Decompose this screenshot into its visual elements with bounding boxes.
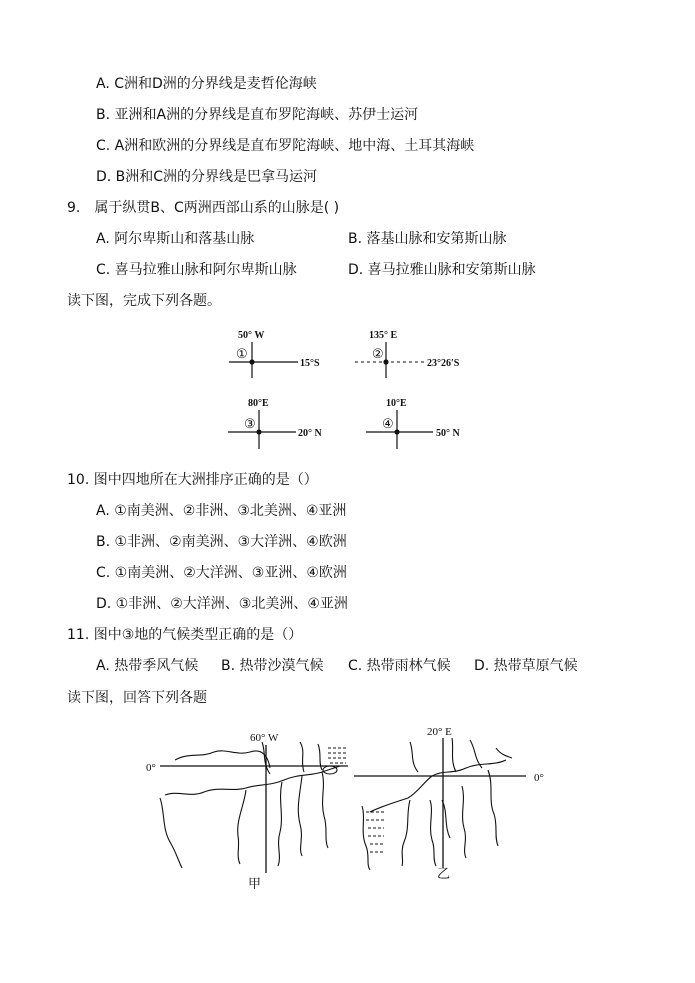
point-1-longitude: 50° W — [238, 330, 265, 341]
q10-stem: 10. 图中四地所在大洲排序正确的是（） — [67, 472, 318, 488]
q9-stem: 9. 属于纵贯B、C两洲西部山系的山脉是( ) — [67, 200, 340, 216]
map-yi — [354, 738, 526, 870]
q11-option-d: D. 热带草原气候 — [474, 658, 578, 674]
point-3-number: ③ — [244, 416, 256, 431]
q8-option-b: B. 亚洲和A洲的分界线是直布罗陀海峡、苏伊士运河 — [96, 107, 419, 123]
q10-option-d: D. ①非洲、②大洋洲、③北美洲、④亚洲 — [96, 596, 348, 612]
q10-option-a: A. ①南美洲、②非洲、③北美洲、④亚洲 — [96, 503, 347, 519]
q11-option-a: A. 热带季风气候 — [96, 658, 199, 674]
intro-figure-1: 读下图，完成下列各题。 — [67, 293, 221, 309]
map-yi-coastline — [362, 806, 370, 870]
intro-figure-2: 读下图，回答下列各题 — [67, 690, 207, 706]
map-yi-sea — [366, 812, 384, 852]
q11-option-b: B. 热带沙漠气候 — [221, 658, 324, 674]
q11-stem: 11. 图中③地的气候类型正确的是（） — [67, 627, 303, 643]
point-4-number: ④ — [382, 416, 394, 431]
q10-option-c: C. ①南美洲、②大洋洲、③亚洲、④欧洲 — [96, 565, 347, 581]
q9-option-d: D. 喜马拉雅山脉和安第斯山脉 — [348, 262, 536, 278]
q9-option-b: B. 落基山脉和安第斯山脉 — [348, 231, 507, 247]
map-yi-main-river — [370, 760, 506, 812]
point-2-number: ② — [372, 346, 384, 361]
q11-option-c: C. 热带雨林气候 — [348, 658, 451, 674]
point-4-latitude: 50° N — [436, 428, 460, 439]
point-1-number: ① — [236, 346, 248, 361]
point-3-longitude: 80°E — [248, 398, 269, 409]
map-yi-name: 乙 — [437, 866, 451, 881]
point-3-latitude: 20° N — [298, 428, 322, 439]
q8-option-d: D. B洲和C洲的分界线是巴拿马运河 — [96, 169, 318, 185]
q8-option-a: A. C洲和D洲的分界线是麦哲伦海峡 — [96, 76, 317, 92]
map-jia-sea — [328, 748, 346, 763]
point-2-longitude: 135° E — [369, 330, 398, 341]
map-yi-latitude: 0° — [534, 772, 544, 784]
map-jia-latitude: 0° — [146, 762, 156, 774]
map-yi-longitude: 20° E — [427, 726, 452, 738]
map-jia-name: 甲 — [248, 876, 262, 891]
q9-option-a: A. 阿尔卑斯山和落基山脉 — [96, 231, 255, 247]
point-4-longitude: 10°E — [386, 398, 407, 409]
map-jia-main-river — [165, 766, 340, 795]
point-1-latitude: 15°S — [300, 358, 320, 369]
q10-option-b: B. ①非洲、②南美洲、③大洋洲、④欧洲 — [96, 534, 347, 550]
map-jia — [160, 742, 348, 873]
point-2-latitude: 23°26′S — [427, 358, 460, 369]
map-jia-longitude: 60° W — [250, 732, 279, 744]
q9-option-c: C. 喜马拉雅山脉和阿尔卑斯山脉 — [96, 262, 297, 278]
q8-option-c: C. A洲和欧洲的分界线是直布罗陀海峡、地中海、土耳其海峡 — [96, 138, 475, 154]
